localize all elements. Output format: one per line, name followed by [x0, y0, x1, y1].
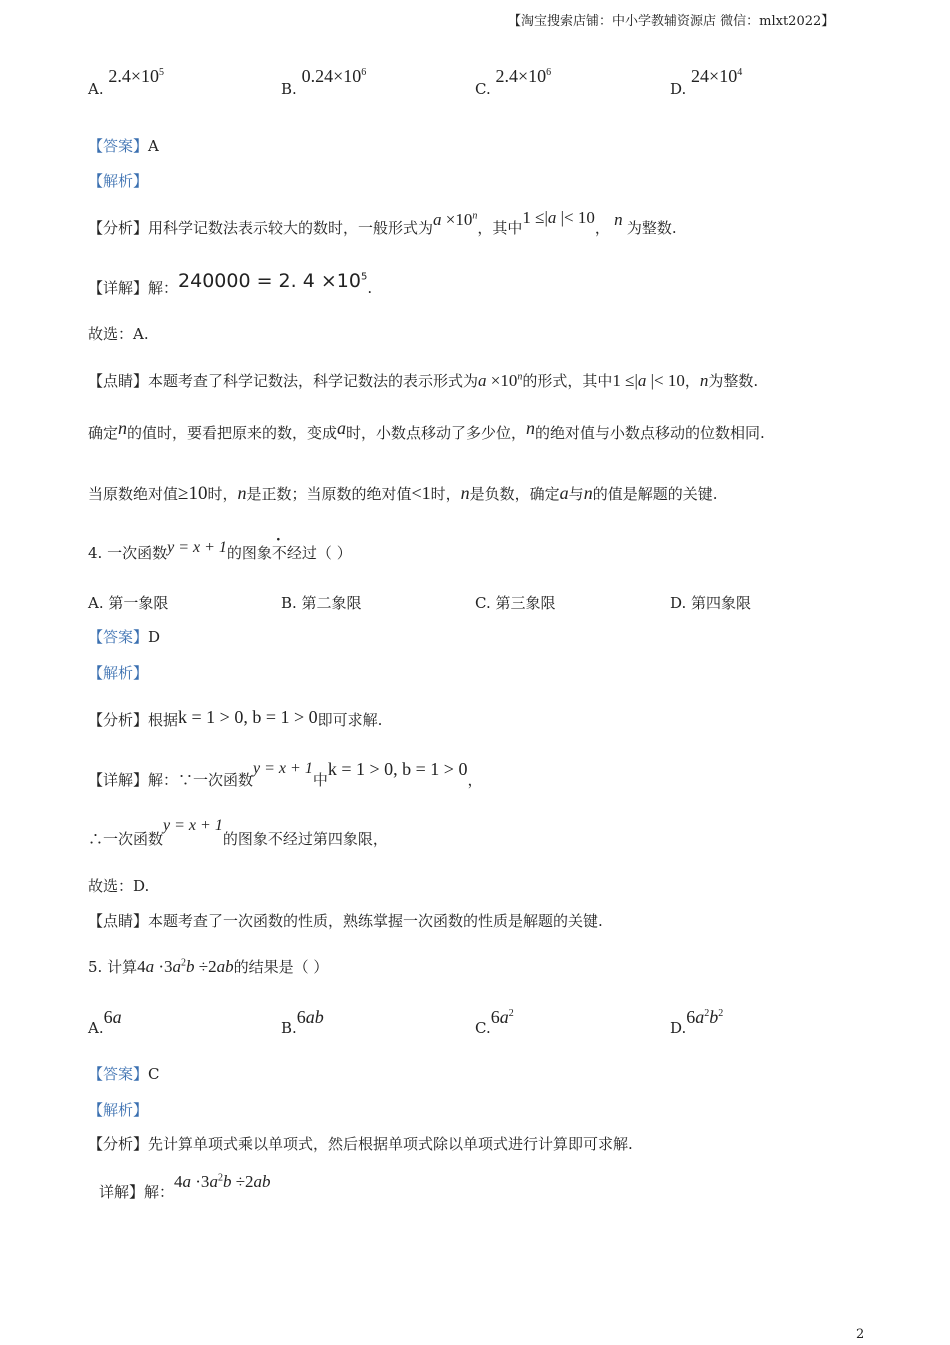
- q4-answer: 【答案】D: [88, 628, 161, 646]
- q5-detail: 详解】解：$4a \cdot 3a^2b \div 2ab$: [99, 1172, 271, 1201]
- page-header: 【淘宝搜索店铺：中小学教辅资源店 微信：mlxt2022】: [508, 14, 835, 29]
- q3-answer: [88, 136, 159, 156]
- q4-dianjing: 【点睛】本题考查了一次函数的性质，熟练掌握一次函数的性质是解题的关键.: [88, 912, 603, 930]
- q5-option-d: $D.6a^2b^2$: [670, 1007, 724, 1037]
- q4-analysis-tag: 【解析】: [88, 664, 149, 682]
- q3-option-d: [670, 66, 743, 99]
- q3-detail: 【详解】解：240000 = 2. $4 \times 10^5$.: [88, 270, 373, 297]
- option-math: $24\times 10^4$: [691, 66, 743, 86]
- option-math: $2.4\times 10^6$: [495, 66, 552, 86]
- q4-fenxi: 【分析】根据k = 1 > 0, b = 1 > 0即可求解.: [88, 707, 383, 729]
- option-letter: B.: [281, 80, 297, 98]
- q3-fenxi: 【分析】用科学记数法表示较大的数时，一般形式为$a \times 10^n$，其中1 ≤|a |< 10， n 为整数.: [88, 208, 677, 237]
- q3-line2: 确定n的值时，要看把原来的数，变成a时，小数点移动了多少位，n的绝对值与小数点移动的位数相同.: [88, 418, 765, 442]
- emphasis-text: 不经过: [271, 544, 317, 562]
- answer-value: A: [148, 137, 159, 155]
- q5-option-c: $C.6a^2$: [475, 1007, 514, 1037]
- q5-analysis-tag: 【解析】: [88, 1101, 149, 1119]
- q5-answer: 【答案】C: [88, 1065, 160, 1083]
- q4-therefore: ∴一次函数y = x + 1的图象不经过第四象限，: [88, 817, 388, 848]
- page-number: 2: [856, 1327, 865, 1342]
- q3-choose: 故选：A.: [88, 325, 149, 343]
- q5-stem: 5. 计算$4a \cdot 3a^2b \div 2ab$的结果是（ ）: [88, 957, 329, 976]
- q3-option-b: [281, 66, 367, 99]
- option-letter: A.: [88, 80, 104, 98]
- q4-option-c: C. 第三象限: [475, 594, 556, 612]
- q3-option-c: [475, 66, 552, 99]
- option-letter: D.: [670, 80, 687, 98]
- q4-choose: 故选：D.: [88, 877, 150, 895]
- q3-dianjing: 【点睛】本题考查了科学记数法，科学记数法的表示形式为$a \times 10^n$的形式，其中1 ≤|a |< 10，n为整数.: [88, 371, 759, 390]
- q4-stem: 4. 一次函数y = x + 1的图象不经过（ ）: [88, 539, 352, 562]
- detail-math: 240000 = 2. $4 \times 10^5$: [178, 270, 368, 292]
- q5-fenxi: 【分析】先计算单项式乘以单项式，然后根据单项式除以单项式进行计算即可求解.: [88, 1135, 633, 1153]
- option-letter: C.: [475, 80, 491, 98]
- q3-line3: 当原数绝对值≥10时，n是正数；当原数的绝对值<1时，n是负数，确定a与n的值是解题的关键.: [88, 483, 718, 504]
- q4-option-a: A. 第一象限: [88, 594, 169, 612]
- q4-option-d: D. 第四象限: [670, 594, 752, 612]
- option-math: $2.4\times 10^5$: [108, 66, 165, 86]
- q3-analysis-tag: 【解析】: [88, 172, 149, 190]
- q4-detail: 【详解】解：∵一次函数y = x + 1中k = 1 > 0, b = 1 > 0，: [88, 759, 483, 789]
- q3-option-a: [88, 66, 165, 99]
- option-math: $0.24\times 10^6$: [301, 66, 367, 86]
- q5-option-a: A.6a: [88, 1007, 122, 1037]
- answer-tag: 【答案】: [88, 137, 149, 155]
- q5-option-b: B.6ab: [281, 1007, 324, 1037]
- q4-option-b: B. 第二象限: [281, 594, 362, 612]
